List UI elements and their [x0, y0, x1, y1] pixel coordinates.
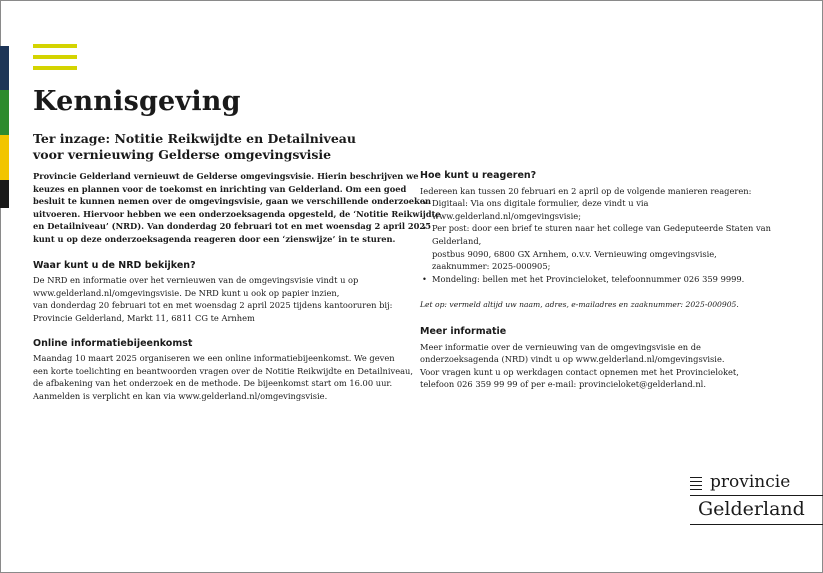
right-column: [420, 170, 800, 391]
list-item-text: postbus 9090, 6800 GX Arnhem, o.v.v. Vernieuwing omgevingsvisie,: [432, 248, 717, 259]
body-line: van donderdag 20 februari tot en met woensdag 2 april 2025 tijdens kantooruren bij:: [33, 300, 393, 311]
body-line: telefoon 026 359 99 99 of per e-mail: provincieloket@gelderland.nl.: [420, 379, 706, 390]
list-item-text: Digitaal: Via ons digitale formulier, deze vindt u via www.gelderland.nl/omgevingsvisie;: [432, 198, 649, 221]
logo-divider: [690, 524, 823, 525]
section-online: [33, 337, 414, 403]
lead-line: keuzes en plannen voor de toekomst en inrichting van Gelderland. Om een goed: [33, 183, 407, 194]
note-text: Let op: vermeld altijd uw naam, adres, e-mailadres en zaaknummer: 2025-000905.: [420, 300, 739, 310]
left-column: [33, 170, 441, 416]
section-nrd: [33, 260, 398, 325]
section-heading: Hoe kunt u reageren?: [420, 170, 537, 181]
body-line: Maandag 10 maart 2025 organiseren we een online informatiebijeenkomst. We geven: [33, 353, 395, 364]
color-stripe-yellow: [0, 135, 9, 180]
color-stripe-black: [0, 180, 9, 208]
body-line: onderzoeksagenda (NRD) vindt u op www.gelderland.nl/omgevingsvisie.: [420, 354, 725, 365]
provincie-gelderland-logo: [690, 472, 823, 525]
section-react: [420, 170, 800, 312]
logo-text-provincie: provincie: [710, 472, 791, 492]
body-line: een korte toelichting en beantwoorden vragen over de Notitie Reikwijdte en Detailniveau,: [33, 365, 414, 376]
page-subtitle: Ter inzage: Notitie Reikwijdte en Detailniveau voor vernieuwing Gelderse omgevingsvisie: [33, 131, 356, 162]
lead-line: kunt u op deze onderzoeksagenda reageren door een ‘zienswijze’ in te sturen.: [33, 233, 396, 244]
list-item-text: zaaknummer: 2025-000905;: [432, 261, 551, 272]
lead-line: en Detailniveau’ (NRD). Van donderdag 20 februari tot en met woensdag 2 april 2025: [33, 221, 431, 232]
lead-paragraph: [33, 170, 441, 246]
section-heading: Meer informatie: [420, 325, 507, 337]
color-stripe-navy: [0, 46, 9, 90]
body-line: Meer informatie over de vernieuwing van de omgevingsvisie en de: [420, 341, 701, 352]
lead-line: uitvoeren. Hiervoor hebben we een onderzoeksagenda opgesteld, de ‘Notitie Reikwijdte: [33, 208, 441, 219]
list-item: [420, 273, 800, 286]
list-item-text: • Per post: door een brief te sturen naar het college van Gedeputeerde Staten van Gelderland,: [432, 223, 771, 246]
body-line: De NRD en informatie over het vernieuwen van de omgevingsvisie vindt u op: [33, 275, 359, 286]
lead-line: Provincie Gelderland vernieuwt de Gelderse omgevingsvisie. Hierin beschrijven we: [33, 171, 419, 181]
body-line: Aanmelden is verplicht en kan via www.gelderland.nl/omgevingsvisie.: [33, 390, 328, 401]
list-item: [420, 222, 800, 272]
menu-lines-icon: [690, 477, 702, 493]
body-line: Provincie Gelderland, Markt 11, 6811 CG te Arnhem: [33, 312, 255, 323]
list-item: [420, 197, 800, 222]
body-line: Iedereen kan tussen 20 februari en 2 april op de volgende manieren reageren:: [420, 185, 752, 196]
color-stripe-green: [0, 90, 9, 135]
body-line: Voor vragen kunt u op werkdagen contact opnemen met het Provincieloket,: [420, 366, 739, 377]
page-title: Kennisgeving: [33, 86, 241, 117]
section-heading: Online informatiebijeenkomst: [33, 337, 193, 349]
section-heading: Waar kunt u de NRD bekijken?: [33, 259, 196, 271]
body-line: www.gelderland.nl/omgevingsvisie. De NRD kunt u ook op papier inzien,: [33, 287, 340, 298]
logo-text-gelderland: Gelderland: [698, 498, 805, 520]
response-options-list: [420, 197, 800, 285]
list-item-text: Mondeling: bellen met het Provincieloket, telefoonnummer 026 359 9999.: [432, 273, 745, 284]
body-line: de afbakening van het onderzoek en de methode. De bijeenkomst start om 16.00 uur.: [33, 378, 393, 389]
section-more: [420, 326, 800, 391]
menu-lines-icon: [33, 44, 77, 77]
lead-line: besluit te kunnen nemen over de omgevingsvisie, gaan we verschillende onderzoeken: [33, 196, 432, 207]
logo-divider: [690, 495, 823, 496]
